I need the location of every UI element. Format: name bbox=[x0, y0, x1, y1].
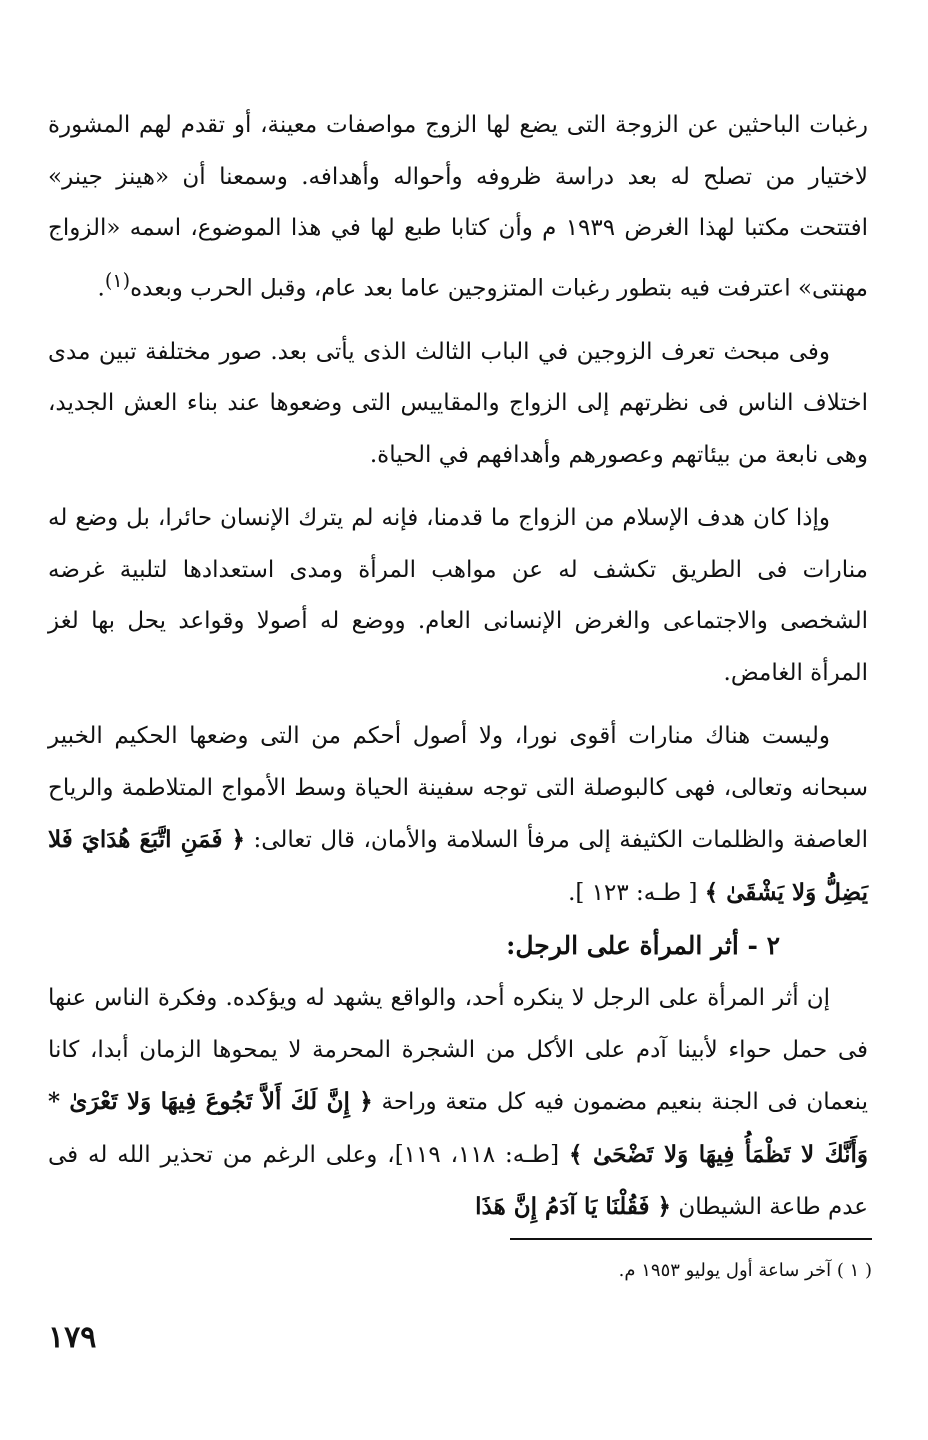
section-heading: ٢ - أثر المرأة على الرجل: bbox=[506, 931, 780, 961]
quran-verse-1: ﴿ فَمَنِ اتَّبَعَ هُدَايَ فَلا يَضِلُّ وَلا يَشْقَىٰ ﴾ bbox=[48, 826, 868, 906]
paragraph-1-text: رغبات الباحثين عن الزوجة التى يضع لها الزوج مواصفات معينة، أو تقدم لهم المشورة لاختيار من تصلح له بعد دراسة ظروفه وأحواله وأهدافه. وسمعنا أن «هينز جينر» افتتحت مكتبا لهذا الغرض ١٩٣٩ م وأن كتابا طبع لها في هذا الموضوع، اسمه «الزواج مهنتى» اعترفت فيه بتطور رغبات المتزوجين عاما بعد عام، وقبل الحرب وبعده bbox=[48, 112, 868, 302]
verse-reference-1: [ طـه: ١٢٣ ]. bbox=[568, 879, 698, 906]
paragraph-4 bbox=[48, 711, 868, 919]
paragraph-1-end: . bbox=[97, 275, 105, 302]
paragraph-5-text: إن أثر المرأة على الرجل لا ينكره أحد، والواقع يشهد له ويؤكده. وفكرة الناس عنها فى حمل حواء لأبينا آدم على الأكل من الشجرة المحرمة لا يمحوها الزمان أبدا، كانا ينعمان فى الجنة بنعيم مضمون فيه كل متعة وراحة bbox=[48, 985, 869, 1116]
paragraph-4-text: وليست هناك منارات أقوى نورا، ولا أصول أحكم من التى وضعها الحكيم الخبير سبحانه وتعالى، فهى كالبوصلة التى توجه سفينة الحياة وسط الأمواج المتلاطمة والرياح العاصفة والظلمات الكثيفة إلى مرفأ السلامة والأمان، قال تعالى: bbox=[48, 723, 869, 854]
footnote: ( ١ ) آخر ساعة أول يوليو ١٩٥٣ م. bbox=[618, 1260, 872, 1281]
paragraph-2: وفى مبحث تعرف الزوجين في الباب الثالث الذى يأتى بعد. صور مختلفة تبين مدى اختلاف الناس فى نظرتهم إلى الزواج والمقاييس التى وضعوها عند بناء العش الجديد، وهى نابعة من بيئاتهم وعصورهم وأهدافهم في الحياة. bbox=[48, 338, 868, 468]
footnote-divider bbox=[510, 1238, 872, 1240]
verse-reference-2: [طـه: ١١٨، ١١٩]، وعلى الرغم من تحذير الله له فى عدم طاعة الشيطان bbox=[48, 1141, 868, 1221]
quran-verse-2: ﴿ إِنَّ لَكَ أَلاَّ تَجُوعَ فِيهَا وَلا تَعْرَىٰ * وَأَنَّكَ لا تَظْمَأُ فِيهَا وَلا تَضْحَىٰ ﴾ bbox=[48, 1088, 869, 1168]
main-text bbox=[48, 100, 868, 1234]
footnote-reference: (١) bbox=[104, 268, 131, 292]
page-number: ١٧٩ bbox=[48, 1320, 97, 1355]
paragraph-3: وإذا كان هدف الإسلام من الزواج ما قدمنا، فإنه لم يترك الإنسان حائرا، بل وضع له منارات فى الطريق تكشف له عن مواهب المرأة ومدى استعدادها لتلبية غرضه الشخصى والاجتماعى والغرض الإنسانى العام. ووضع له أصولا وقواعد يحل بها لغز المرأة الغامض. bbox=[48, 505, 868, 686]
paragraph-5 bbox=[48, 973, 868, 1234]
quran-verse-3: ﴿ فَقُلْنَا يَا آدَمُ إِنَّ هَذَا bbox=[475, 1193, 672, 1221]
paragraph-1 bbox=[48, 100, 868, 315]
